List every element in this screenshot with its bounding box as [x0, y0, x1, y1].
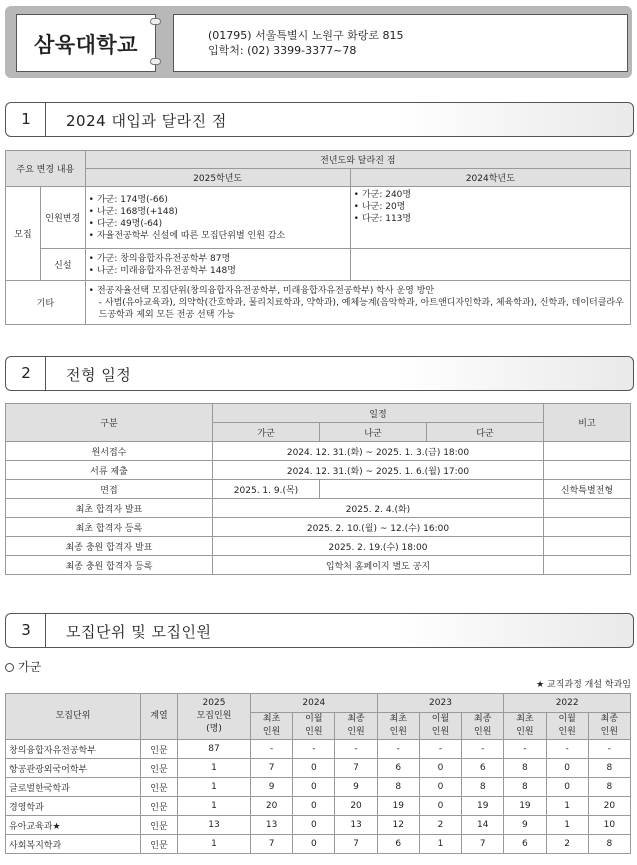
row-year-value: 8 [588, 759, 630, 778]
row-schedule: 2024. 12. 31.(화) ~ 2025. 1. 3.(금) 18:00 [213, 442, 544, 461]
list-item: • 자율전공학부 신설에 따른 모집단위별 인원 감소 [89, 230, 347, 242]
row-label: 기타 [6, 281, 86, 325]
row-label: 인원변경 [41, 187, 86, 249]
row-unit: 유아교육과★ [6, 816, 141, 835]
schedule-table [5, 403, 631, 575]
binder-ring-icon [150, 18, 161, 25]
row-year-value: 0 [546, 759, 588, 778]
sub-header-line: 최초 [262, 714, 281, 724]
subsection-label: 가군 [18, 660, 42, 674]
section-title: 모집단위 및 모집인원 [66, 623, 212, 641]
row-track: 인문 [141, 797, 178, 816]
row-year-value: 2 [546, 835, 588, 854]
row-track: 인문 [141, 740, 178, 759]
row-year-value: 19 [462, 797, 504, 816]
col-main-header: 주요 변경 내용 [6, 151, 86, 187]
sub-header-final [335, 713, 377, 740]
row-year-value: - [588, 740, 630, 759]
col-item-header: 구분 [6, 404, 213, 442]
row-2025: 13 [178, 816, 251, 835]
row-unit: 항공관광외국어학부 [6, 759, 141, 778]
sub-header-line: 인원 [305, 727, 323, 737]
sub-header-first [504, 713, 546, 740]
table-row [6, 480, 631, 499]
sub-header-line: 최종 [474, 714, 492, 724]
sub-header-line: 인원 [262, 727, 281, 737]
sub-header-line: 최종 [600, 714, 619, 724]
list-item: • 가군: 240명 [354, 189, 627, 201]
col-2025-line2: 모집인원 [196, 711, 232, 721]
sub-header-line: 인원 [516, 727, 534, 737]
row-2025: 1 [178, 835, 251, 854]
sub-header-wait [419, 713, 461, 740]
row-year-value: 6 [504, 835, 546, 854]
col-ga-header: 가군 [213, 423, 320, 442]
row-year-value: - [377, 740, 419, 759]
row-year-value: 9 [335, 778, 377, 797]
row-year-value: 0 [293, 778, 335, 797]
section-heading-2 [5, 356, 632, 390]
year-header: 2022 [504, 694, 631, 713]
col-2024-header: 2024학년도 [350, 169, 630, 187]
row-year-value: 2 [419, 816, 461, 835]
sub-header-line: 최초 [516, 714, 534, 724]
address: (01795) 서울특별시 노원구 화랑로 815 [208, 29, 404, 42]
list-subitem [89, 297, 627, 321]
changes-table [5, 150, 631, 325]
empty-cell [320, 480, 544, 499]
col-group-header: 전년도와 달라진 점 [85, 151, 630, 169]
sub-header-wait [293, 713, 335, 740]
sub-header-first [251, 713, 293, 740]
row-year-value: 9 [251, 778, 293, 797]
section-number: 1 [21, 110, 31, 128]
row-note: 신학특별전형 [544, 480, 631, 499]
table-row [6, 499, 631, 518]
list-item: • 나군: 20명 [354, 201, 627, 213]
row-year-value: 13 [251, 816, 293, 835]
row-2025: 1 [178, 778, 251, 797]
table-row [6, 518, 631, 537]
sub-header-line: 인원 [389, 727, 407, 737]
row-schedule: 2024. 12. 31.(화) ~ 2025. 1. 6.(월) 17:00 [213, 461, 544, 480]
row2-2024-cell [350, 249, 630, 281]
row-year-value: 0 [293, 759, 335, 778]
phone: 입학처: (02) 3399-3377~78 [208, 44, 357, 57]
row-year-value: 8 [504, 759, 546, 778]
row-unit: 글로벌한국학과 [6, 778, 141, 797]
row-item: 면접 [6, 480, 213, 499]
row-year-value: 8 [504, 778, 546, 797]
section-heading-3 [5, 613, 632, 647]
row-year-value: 8 [588, 835, 630, 854]
row-year-value: - [504, 740, 546, 759]
row-group-label: 모집 [6, 187, 41, 281]
section-heading-1 [5, 102, 632, 136]
row-year-value: 0 [419, 759, 461, 778]
row-item: 원서접수 [6, 442, 213, 461]
col-track-header: 계열 [141, 694, 178, 740]
list-item: • 다군: 113명 [354, 213, 627, 225]
row-year-value: 14 [462, 816, 504, 835]
row2-2025-cell [85, 249, 350, 281]
university-name-box [16, 14, 156, 72]
col-da-header: 다군 [427, 423, 544, 442]
col-2025-line1: 2025 [202, 698, 226, 708]
row-year-value: 1 [546, 816, 588, 835]
row-track: 인문 [141, 778, 178, 797]
row-schedule: 입학처 홈페이지 별도 공지 [213, 556, 544, 575]
sub-header-wait [546, 713, 588, 740]
table-row [6, 835, 631, 854]
row-year-value: 6 [462, 759, 504, 778]
row-year-value: 0 [419, 778, 461, 797]
row-unit: 경영학과 [6, 797, 141, 816]
list-item: • 전공자율선택 모집단위(창의융합자유전공학부, 미래융합자유전공학부) 학사 운영 방안 [89, 285, 627, 297]
circle-bullet-icon [5, 663, 14, 672]
sub-header-final [462, 713, 504, 740]
row-year-value: 6 [377, 759, 419, 778]
row-year-value: 7 [251, 759, 293, 778]
row-schedule: 2025. 2. 19.(수) 18:00 [213, 537, 544, 556]
row-year-value: 8 [377, 778, 419, 797]
sub-header-line: 최종 [347, 714, 365, 724]
section-title: 2024 대입과 달라진 점 [66, 112, 227, 130]
row-year-value: 0 [293, 835, 335, 854]
sub-header-final [588, 713, 630, 740]
row-year-value: 12 [377, 816, 419, 835]
row-item: 최초 합격자 발표 [6, 499, 213, 518]
row-schedule: 2025. 2. 4.(화) [213, 499, 544, 518]
row-schedule: 2025. 1. 9.(목) [213, 480, 320, 499]
row-schedule: 2025. 2. 10.(월) ~ 12.(수) 16:00 [213, 518, 544, 537]
list-item: • 나군: 168명(+148) [89, 206, 347, 218]
row-year-value: 8 [462, 778, 504, 797]
row-year-value: 1 [419, 835, 461, 854]
row-track: 인문 [141, 759, 178, 778]
row-year-value: 20 [335, 797, 377, 816]
university-name: 삼육대학교 [34, 33, 138, 57]
row-note [544, 518, 631, 537]
col-2025-header [178, 694, 251, 740]
table-row [6, 740, 631, 759]
row1-2025-cell [85, 187, 350, 249]
row-year-value: 0 [293, 797, 335, 816]
binder-ring-icon [150, 58, 161, 65]
year-header: 2024 [251, 694, 378, 713]
col-2025-header: 2025학년도 [85, 169, 350, 187]
row-track: 인문 [141, 816, 178, 835]
row-year-value: 10 [588, 816, 630, 835]
row-note [544, 499, 631, 518]
sub-header-line: 인원 [431, 727, 450, 737]
row-year-value: 7 [251, 835, 293, 854]
row-year-value: 7 [335, 759, 377, 778]
row-year-value: 20 [251, 797, 293, 816]
sub-header-line: 이월 [558, 714, 576, 724]
sub-header-line: 이월 [305, 714, 323, 724]
row-item: 서류 제출 [6, 461, 213, 480]
row-note [544, 537, 631, 556]
row-year-value: - [419, 740, 461, 759]
list-item: • 가군: 창의융합자유전공학부 87명 [89, 253, 347, 265]
year-header: 2023 [377, 694, 504, 713]
sub-header-line: 이월 [431, 714, 450, 724]
row-note [544, 556, 631, 575]
quota-table [5, 693, 631, 854]
list-item: • 나군: 미래융합자유전공학부 148명 [89, 265, 347, 277]
row-year-value: - [546, 740, 588, 759]
row-2025: 87 [178, 740, 251, 759]
row-year-value: 6 [377, 835, 419, 854]
col-unit-header: 모집단위 [6, 694, 141, 740]
row-year-value: - [293, 740, 335, 759]
table-row [6, 537, 631, 556]
row-year-value: 8 [588, 778, 630, 797]
col-schedule-header: 일정 [213, 404, 544, 423]
section-number: 3 [21, 621, 31, 639]
row-year-value: - [251, 740, 293, 759]
col-na-header: 나군 [320, 423, 427, 442]
row-year-value: 13 [335, 816, 377, 835]
header-banner [5, 6, 632, 78]
table-row [6, 461, 631, 480]
row-item: 최초 합격자 등록 [6, 518, 213, 537]
row-track: 인문 [141, 835, 178, 854]
sub-header-line: 인원 [558, 727, 576, 737]
list-subitem-text: 사범(유아교육과), 의약학(간호학과, 물리치료학과, 약학과), 예체능계(음악학과, 아트앤디자인학과, 체육학과), 신학과, 데이터클라우드공학과 제외 모든 전공 선택 가능 [98, 297, 624, 320]
row-unit: 사회복지학과 [6, 835, 141, 854]
table-row [6, 759, 631, 778]
table-row [6, 797, 631, 816]
subsection-heading [5, 658, 41, 675]
col-2025-line3: (명) [206, 724, 222, 734]
row-2025: 1 [178, 797, 251, 816]
row-2025: 1 [178, 759, 251, 778]
list-item: • 다군: 49명(-64) [89, 218, 347, 230]
row-year-value: 0 [419, 797, 461, 816]
sub-header-line: 인원 [474, 727, 492, 737]
row-year-value: 7 [335, 835, 377, 854]
table-row [6, 556, 631, 575]
row-year-value: 9 [504, 816, 546, 835]
table-row [6, 816, 631, 835]
row-unit: 창의융합자유전공학부 [6, 740, 141, 759]
row-note [544, 442, 631, 461]
contact-box [173, 14, 628, 72]
section-number: 2 [21, 364, 31, 382]
row-year-value: - [335, 740, 377, 759]
row1-2024-cell [350, 187, 630, 249]
sub-header-line: 인원 [600, 727, 619, 737]
teacher-course-note: ★ 교직과정 개설 학과임 [536, 680, 631, 690]
row-year-value: 0 [293, 816, 335, 835]
row-year-value: 7 [462, 835, 504, 854]
section-title: 전형 일정 [66, 366, 132, 384]
row-item: 최종 충원 합격자 등록 [6, 556, 213, 575]
col-note-header: 비고 [544, 404, 631, 442]
row-year-value: 20 [588, 797, 630, 816]
sub-header-first [377, 713, 419, 740]
sub-header-line: 최초 [389, 714, 407, 724]
row-label: 신설 [41, 249, 86, 281]
row-note [544, 461, 631, 480]
table-row [6, 778, 631, 797]
sub-header-line: 인원 [347, 727, 365, 737]
row-year-value: 19 [377, 797, 419, 816]
row-year-value: 1 [546, 797, 588, 816]
row3-cell [85, 281, 630, 325]
row-item: 최종 충원 합격자 발표 [6, 537, 213, 556]
table-row [6, 442, 631, 461]
row-year-value: 19 [504, 797, 546, 816]
row-year-value: - [462, 740, 504, 759]
list-item: • 가군: 174명(-66) [89, 194, 347, 206]
row-year-value: 0 [546, 778, 588, 797]
